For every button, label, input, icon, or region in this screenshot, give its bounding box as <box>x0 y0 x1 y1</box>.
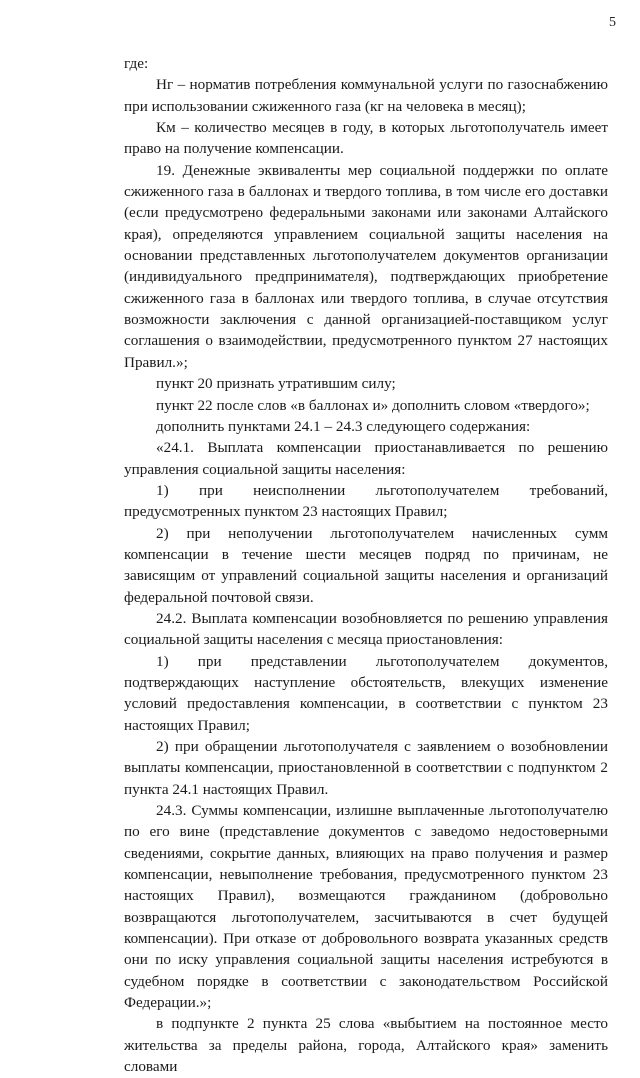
paragraph-add-items: дополнить пунктами 24.1 – 24.3 следующего содержания: <box>156 417 531 435</box>
paragraph-item-24-1-sub-1: 1) при неисполнении льготополучателем требований, предусмотренных пунктом 23 настоящих Правил; <box>124 481 608 521</box>
paragraph-ng-definition: Нг – норматив потребления коммунальной услуги по газоснабжению при использовании сжиженного газа (кг на человека в месяц); <box>124 76 608 115</box>
paragraph-item-24-1-sub-2: 2) при неполучении льготополучателем начисленных сумм компенсации в течение шести месяцев подряд по причинам, не зависящим от управлений социальной защиты населения и организаций федеральной почтовой связи. <box>124 524 608 606</box>
document-body <box>124 53 608 1078</box>
paragraph-item-24-1: «24.1. Выплата компенсации приостанавливается по решению управления социальной защиты населения: <box>124 439 608 478</box>
paragraph-item-24-3: 24.3. Суммы компенсации, излишне выплаченные льготополучателю по его вине (представление документов с заведомо недостоверными сведениями, сокрытие данных, влияющих на право получения и размер компенсации, невыполнение требования, предусмотренного пунктом 23 настоящих Правил), возмещаются гражданином (добровольно возвращаются льготополучателем, засчитываются в счет будущей компенсации). При отказе от добровольного возврата указанных средств они по иску управления социальной защиты населения истребуются в судебном порядке в соответствии с законодательством Российской Федерации.»; <box>124 802 608 1012</box>
paragraph-item-25: в подпункте 2 пункта 25 слова «выбытием на постоянное место жительства за пределы района, города, Алтайского края» заменить словами <box>124 1015 608 1076</box>
paragraph-item-24-2-sub-1: 1) при представлении льготополучателем документов, подтверждающих наступление обстоятельств, влекущих изменение условий предоставления компенсации, в соответствии с пунктом 23 настоящих Правил; <box>124 652 608 734</box>
paragraph-km-definition: Км – количество месяцев в году, в которых льготополучатель имеет право на получение компенсации. <box>124 119 608 158</box>
paragraph-where: где: <box>124 55 149 72</box>
paragraph-item-24-2: 24.2. Выплата компенсации возобновляется по решению управления социальной защиты населения с месяца приостановления: <box>124 609 608 649</box>
page-number: 5 <box>609 15 616 30</box>
paragraph-item-19: 19. Денежные эквиваленты мер социальной поддержки по оплате сжиженного газа в баллонах и твердого топлива, в том числе его доставки (если предусмотрено федеральными законами или законами Алтайского края), определяются управлением социальной защиты населения на основании представленных льготополучателем документов организации (индивидуального предпринимателя), подтверждающих приобретение сжиженного газа в баллонах или твердого топлива, в случае отсутствия возможности заключения с данной организацией-поставщиком услуг соглашения о взаимодействии, предусмотренного пунктом 27 настоящих Правил.»; <box>124 161 608 371</box>
paragraph-item-20: пункт 20 признать утратившим силу; <box>156 375 396 393</box>
paragraph-item-22: пункт 22 после слов «в баллонах и» дополнить словом «твердого»; <box>156 396 590 414</box>
paragraph-item-24-2-sub-2: 2) при обращении льготополучателя с заявлением о возобновлении выплаты компенсации, приостановленной в соответствии с подпунктом 2 пункта 24.1 настоящих Правил. <box>124 738 608 798</box>
